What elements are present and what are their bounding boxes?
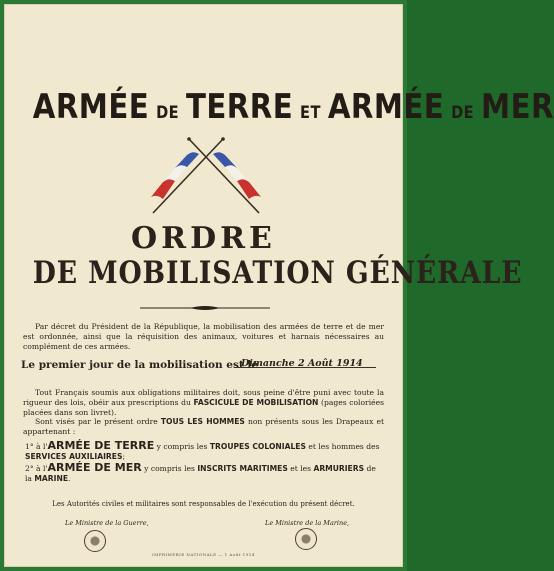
- seal-icon: [295, 528, 317, 550]
- headline-mer: MER: [481, 87, 554, 127]
- p2-text-a: Tout Français soumis aux obligations militaires doit, sous peine d'être puni avec toute la rigueur des lois, obéir aux prescriptions du: [23, 388, 384, 407]
- item-armee-de-terre: [25, 441, 384, 462]
- item2-armuriers: ARMURIERS: [313, 464, 365, 473]
- headline-de-2: DE: [451, 103, 475, 123]
- p3-text-a: Sont visés par le présent ordre: [35, 417, 161, 426]
- item1-text-a: y compris les: [154, 442, 210, 451]
- headline: [32, 87, 554, 127]
- item1-text-c: et les hommes des: [305, 442, 380, 451]
- concerned-paragraph: [23, 417, 384, 437]
- item2-num: 2° à l': [25, 464, 48, 473]
- first-day-date: Dimanche 2 Août 1914: [241, 358, 363, 369]
- mobilization-poster: [4, 4, 554, 567]
- p2-text-c: (pages coloriées placées dans son livret).: [23, 398, 385, 417]
- flag-right: [213, 152, 261, 199]
- item1-num: 1° à l': [25, 442, 48, 451]
- first-day-label: Le premier jour de la mobilisation est le: [21, 359, 259, 371]
- decree-paragraph: Par décret du Président de la République, la mobilisation des armées de terre et de mer est ordonnée, ainsi que la réquisition des animaux, voitures et harnais nécessaires au complément de ces armées.: [23, 322, 384, 351]
- flag-left: [151, 152, 199, 199]
- item2-text-a: y compris les: [141, 464, 198, 473]
- item1-armee-de-terre: ARMÉE DE TERRE: [47, 439, 155, 452]
- item2-inscrits-maritimes: INSCRITS MARITIMES: [197, 464, 288, 473]
- headline-armee-2: ARMÉE: [327, 87, 445, 127]
- title-ordre: ORDRE: [131, 221, 276, 256]
- item1-troupes-coloniales: TROUPES COLONIALES: [209, 442, 306, 451]
- item1-services-auxiliaires: SERVICES AUXILIAIRES: [25, 452, 123, 461]
- item2-text-g: .: [68, 474, 71, 483]
- authorities-notice: Les Autorités civiles et militaires sont responsables de l'exécution du présent décret.: [52, 500, 355, 508]
- minister-war-signature: Le Ministre de la Guerre,: [65, 519, 149, 527]
- p2-fascicule: FASCICULE DE MOBILISATION: [193, 398, 319, 407]
- crossed-flags-icon: [141, 137, 271, 215]
- obligations-paragraph: [23, 388, 384, 418]
- item2-text-e: de la: [25, 464, 376, 483]
- headline-de-1: DE: [156, 103, 180, 123]
- headline-et: ET: [300, 103, 321, 123]
- p3-text-c: non présents sous les Drapeaux et appartenant :: [23, 417, 384, 436]
- headline-terre: TERRE: [186, 87, 294, 127]
- item1-text-e: ;: [122, 452, 126, 461]
- item2-marine: MARINE: [34, 474, 69, 483]
- headline-armee-1: ARMÉE: [32, 87, 150, 127]
- first-day-line: [21, 359, 386, 373]
- printer-mark: IMPRIMERIE NATIONALE — 1 Août 1914: [152, 552, 255, 557]
- ornament-divider: [140, 304, 270, 312]
- title-mobilisation-generale: DE MOBILISATION GÉNÉRALE: [32, 255, 523, 291]
- seal-icon: [84, 530, 106, 552]
- item2-text-c: et les: [287, 464, 314, 473]
- minister-navy-signature: Le Ministre de la Marine,: [265, 519, 350, 527]
- p3-tous-les-hommes: TOUS LES HOMMES: [160, 417, 245, 426]
- item-armee-de-mer: [25, 463, 384, 484]
- item2-armee-de-mer: ARMÉE DE MER: [47, 461, 142, 474]
